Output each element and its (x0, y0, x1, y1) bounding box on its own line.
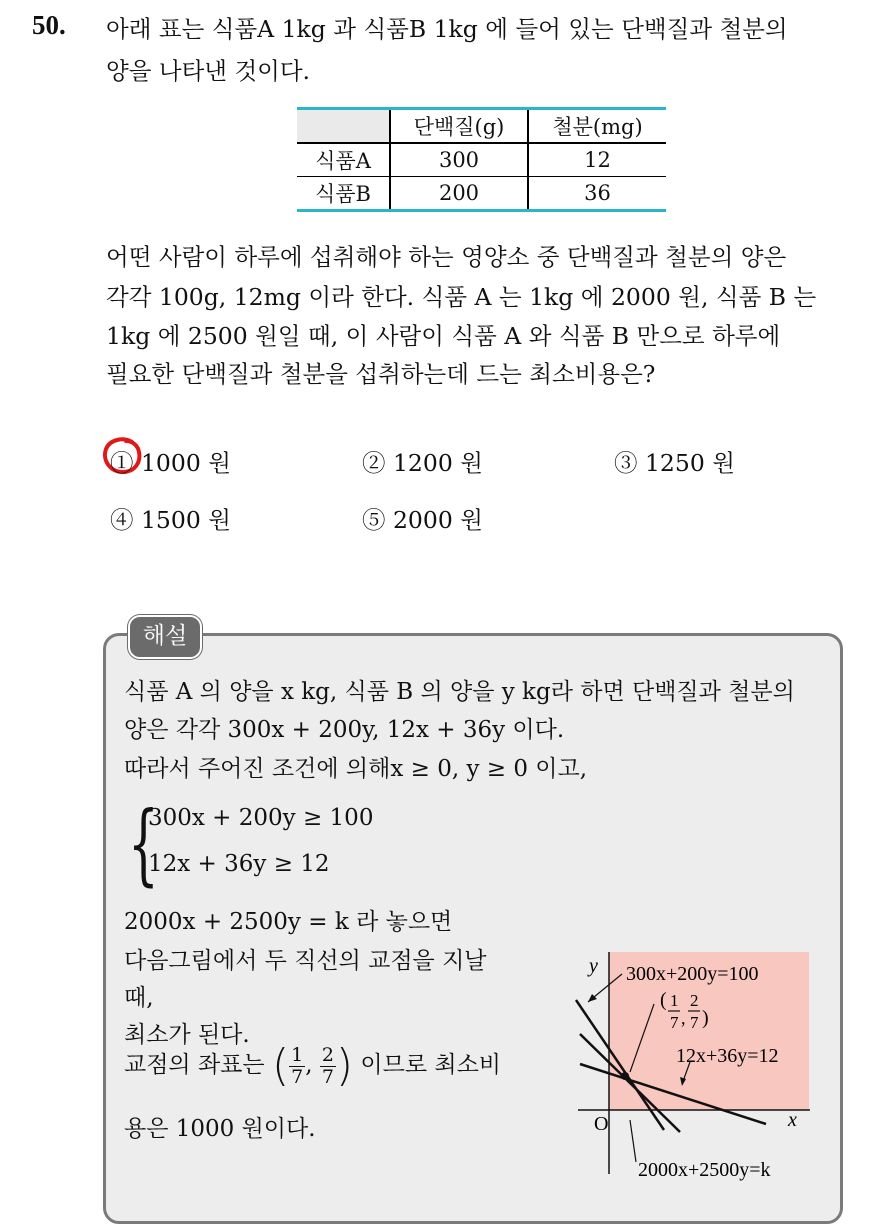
question-number: 50. (32, 10, 66, 40)
line3-label: 2000x+2500y=k (638, 1159, 771, 1181)
point-x-num: 1 (670, 991, 679, 1010)
intersection-point (621, 1072, 629, 1080)
y-axis-label: y (589, 955, 598, 977)
point-x-den: 7 (670, 1013, 679, 1032)
choice-1[interactable]: ① 1000 원 (110, 449, 231, 477)
system-brace: { (128, 792, 159, 895)
explanation-tag: 해설 (128, 615, 202, 659)
table-row (297, 143, 666, 177)
body-text-line1: 어떤 사람이 하루에 섭취해야 하는 영양소 중 단백질과 철분의 양은 (106, 243, 787, 271)
question-text-line1: 아래 표는 식품A 1kg 과 식품B 1kg 에 들어 있는 단백질과 철분의 (106, 15, 788, 43)
point-paren-close: ) (702, 1007, 709, 1029)
explanation-line3: 따라서 주어진 조건에 의해x ≥ 0, y ≥ 0 이고, (124, 756, 588, 782)
close-paren: ) (335, 1040, 354, 1091)
explanation-line4: 2000x + 2500y = k 라 놓으면 (124, 909, 453, 935)
coord-x-num: 1 (291, 1043, 304, 1066)
table-header-cell: 철분(mg) (528, 109, 666, 144)
explanation-line6: 때, (124, 985, 154, 1011)
point-y-den: 7 (690, 1013, 699, 1032)
explanation-line8 (124, 1040, 502, 1091)
coord-y-den: 7 (321, 1065, 334, 1088)
body-text-line2: 각각 100g, 12mg 이라 한다. 식품 A 는 1kg 에 2000 원, 식품 B 는 (106, 283, 817, 311)
table-cell: 식품A (297, 143, 390, 177)
table-row (297, 177, 666, 211)
coord-x-den: 7 (291, 1065, 304, 1088)
body-text-line4: 필요한 단백질과 철분을 섭취하는데 드는 최소비용은? (106, 360, 656, 388)
explanation-line5: 다음그림에서 두 직선의 교점을 지날 (124, 948, 487, 974)
table-header-row (297, 109, 666, 144)
choice-5[interactable]: ⑤ 2000 원 (362, 506, 483, 534)
body-text-line3: 1kg 에 2500 원일 때, 이 사람이 식품 A 와 식품 B 만으로 하루에 (106, 322, 781, 350)
x-axis-label: x (788, 1109, 797, 1131)
nutrition-table (297, 107, 666, 212)
table-cell: 200 (390, 177, 528, 211)
explanation-line2: 양은 각각 300x + 200y, 12x + 36y 이다. (124, 717, 565, 743)
table-header-cell (297, 109, 390, 144)
table-cell: 12 (528, 143, 666, 177)
inequality-2: 12x + 36y ≥ 12 (148, 851, 330, 877)
coord-separator: , (305, 1052, 313, 1078)
coord-y-fraction (320, 1045, 336, 1088)
table-cell: 300 (390, 143, 528, 177)
coord-y-num: 2 (321, 1043, 334, 1066)
line1-label: 300x+200y=100 (626, 963, 759, 985)
choice-4[interactable]: ④ 1500 원 (110, 506, 231, 534)
explanation-line7: 최소가 된다. (124, 1022, 250, 1048)
explanation-line9: 용은 1000 원이다. (124, 1116, 316, 1142)
coord-x-fraction (289, 1045, 305, 1088)
table-header-cell: 단백질(g) (390, 109, 528, 144)
question-text-line2: 양을 나타낸 것이다. (106, 57, 311, 85)
inequality-1: 300x + 200y ≥ 100 (148, 805, 374, 831)
choice-2[interactable]: ② 1200 원 (362, 449, 483, 477)
origin-label: O (594, 1113, 609, 1135)
explanation-line1: 식품 A 의 양을 x kg, 식품 B 의 양을 y kg라 하면 단백질과 철분의 (124, 679, 795, 705)
point-comma: , (681, 1008, 686, 1028)
feasible-region-graph (570, 944, 820, 1184)
leader-line-4 (630, 1120, 636, 1162)
table-cell: 36 (528, 177, 666, 211)
open-paren: ( (271, 1040, 290, 1091)
line2-label: 12x+36y=12 (676, 1045, 779, 1067)
choice-3[interactable]: ③ 1250 원 (614, 449, 735, 477)
table-cell: 식품B (297, 177, 390, 211)
point-y-num: 2 (690, 991, 699, 1010)
line8-suffix: 이므로 최소비 (360, 1052, 502, 1078)
point-paren-open: ( (660, 989, 667, 1011)
line8-prefix: 교점의 좌표는 (124, 1052, 265, 1078)
